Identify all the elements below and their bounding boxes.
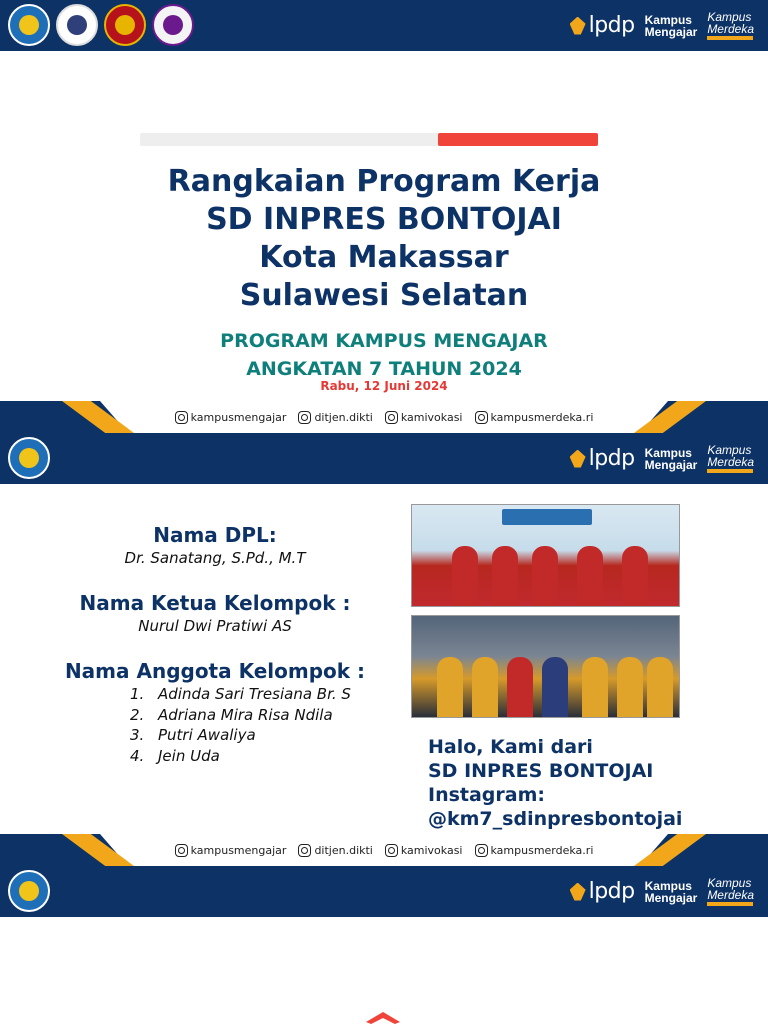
lpdp-logo: lpdp: [570, 879, 635, 904]
tut-wuri-logo-icon: [8, 437, 50, 479]
lpdp-flame-icon: [570, 450, 586, 468]
kampus-mengajar-logo: Kampus Mengajar: [644, 12, 698, 39]
social-links: [0, 834, 768, 866]
greeting-block: Halo, Kami dari SD INPRES BONTOJAI Instagram: @km7_sdinpresbontojai: [428, 736, 683, 830]
kampus-merdeka-logo: Kampus Merdeka: [707, 444, 754, 473]
footer-bar: [0, 401, 768, 433]
instagram-icon: [298, 411, 311, 424]
instagram-icon: [385, 844, 398, 857]
header-bar: [0, 433, 768, 484]
members-list: [130, 684, 390, 766]
title-line: SD INPRES BONTOJAI: [206, 202, 562, 237]
kampus-merdeka-logo: Kampus Merdeka: [707, 877, 754, 906]
social-link[interactable]: kamivokasi: [385, 411, 463, 424]
list-item: 3. Putri Awaliya: [130, 726, 256, 744]
partner-logos: [570, 433, 754, 484]
instagram-icon: [385, 411, 398, 424]
social-link[interactable]: kamivokasi: [385, 844, 463, 857]
header-bar: [0, 0, 768, 51]
instagram-handle[interactable]: @km7_sdinpresbontojai: [428, 808, 683, 830]
program-subtitle: PROGRAM KAMPUS MENGAJAR ANGKATAN 7 TAHUN 2024: [220, 330, 548, 380]
instagram-icon: [175, 411, 188, 424]
page-title: [0, 163, 768, 315]
kampus-mengajar-logo: Kampus Mengajar: [644, 445, 698, 472]
dpl-heading: Nama DPL:: [153, 523, 277, 547]
list-item: 1. Adinda Sari Tresiana Br. S: [130, 685, 351, 703]
partner-logos: [570, 866, 754, 917]
tut-wuri-logo-icon: [8, 870, 50, 912]
social-link[interactable]: kampusmengajar: [175, 411, 287, 424]
progress-bar: [140, 133, 598, 146]
progress-fill: [438, 133, 598, 146]
title-line: Sulawesi Selatan: [239, 278, 529, 313]
social-link[interactable]: kampusmerdeka.ri: [475, 844, 594, 857]
chevron-up-icon: [366, 1012, 400, 1024]
team-photo: [411, 504, 680, 607]
list-item: 4. Jein Uda: [130, 746, 220, 765]
lpdp-flame-icon: [570, 17, 586, 35]
instagram-icon: [475, 844, 488, 857]
lpdp-logo: lpdp: [570, 446, 635, 471]
footer-bar: [0, 834, 768, 866]
dpl-name: Dr. Sanatang, S.Pd., M.T: [124, 549, 306, 567]
kampus-merdeka-logo: Kampus Merdeka: [707, 11, 754, 40]
title-line: Rangkaian Program Kerja: [167, 164, 601, 199]
tut-wuri-logo-icon: [8, 4, 50, 46]
instagram-icon: [298, 844, 311, 857]
social-links: [0, 401, 768, 433]
date-label: Rabu, 12 Juni 2024: [320, 379, 448, 393]
list-item: 2. Adriana Mira Risa Ndila: [130, 705, 333, 724]
instagram-icon: [175, 844, 188, 857]
social-link[interactable]: ditjen.dikti: [298, 411, 372, 424]
kampus-mengajar-logo: Kampus Mengajar: [644, 878, 698, 905]
makassar-logo-icon: [104, 4, 146, 46]
unm-logo-icon: [56, 4, 98, 46]
social-link[interactable]: kampusmengajar: [175, 844, 287, 857]
lpdp-logo: lpdp: [570, 13, 635, 38]
header-bar: [0, 866, 768, 917]
group-photo: [411, 615, 680, 718]
instagram-icon: [475, 411, 488, 424]
ketua-heading: Nama Ketua Kelompok :: [79, 591, 351, 615]
title-line: Kota Makassar: [259, 240, 509, 275]
school-logo-icon: [152, 4, 194, 46]
anggota-heading: Nama Anggota Kelompok :: [64, 659, 366, 683]
institution-logos: [8, 4, 194, 46]
lpdp-flame-icon: [570, 883, 586, 901]
partner-logos: [570, 0, 754, 51]
social-link[interactable]: kampusmerdeka.ri: [475, 411, 594, 424]
social-link[interactable]: ditjen.dikti: [298, 844, 372, 857]
ketua-name: Nurul Dwi Pratiwi AS: [138, 617, 292, 635]
team-info: [40, 522, 390, 766]
